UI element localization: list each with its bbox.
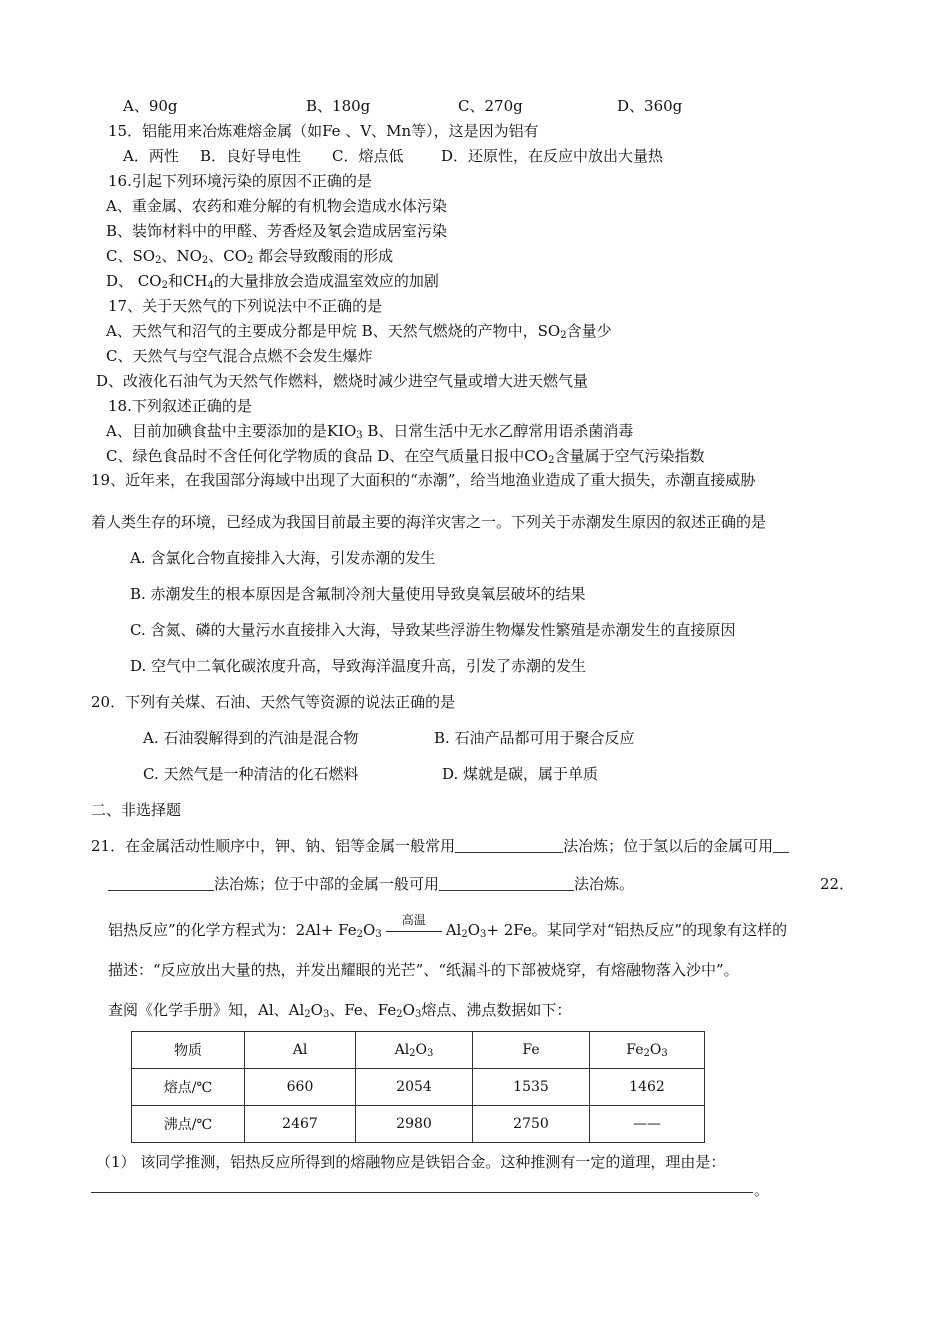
q20-option-b: B. 石油产品都可用于聚合反应 (434, 729, 635, 747)
q19-option-b: B. 赤潮发生的根本原因是含氟制冷剂大量使用导致臭氧层破坏的结果 (130, 585, 586, 603)
section-heading: 二、非选择题 (91, 801, 182, 819)
table-row (132, 1106, 705, 1143)
reaction-arrow (382, 913, 446, 939)
table-cell: —— (590, 1106, 705, 1143)
q21-blank-2-start[interactable] (773, 838, 789, 853)
table-header-cell: 物质 (132, 1032, 245, 1069)
q16-option-a: A、重金属、农药和难分解的有机物会造成水体污染 (106, 197, 447, 215)
q20-stem: 20．下列有关煤、石油、天然气等资源的说法正确的是 (91, 693, 456, 711)
q17-stem: 17、关于天然气的下列说法中不正确的是 (108, 297, 383, 315)
q20-option-a: A. 石油裂解得到的汽油是混合物 (143, 729, 359, 747)
table-cell: 2750 (473, 1106, 590, 1143)
q22-equation-line: 铝热反应”的化学方程式为：$2Al+ Fe_2O_3$ 高温 $Al_2O_3+ 2Fe$。某同学对“铝热反应”的现象有这样的 (108, 913, 788, 940)
q21-blank-3[interactable] (439, 876, 574, 891)
reaction-condition: 高温 (401, 913, 426, 927)
q19-option-a: A. 含氯化合物直接排入大海，引发赤潮的发生 (130, 549, 436, 567)
q16-option-b: B、装饰材料中的甲醛、芳香烃及氡会造成居室污染 (106, 222, 448, 240)
q21-line2: 法冶炼；位于中部的金属一般可用 法冶炼。 (108, 874, 634, 894)
q18-options-cd: C、绿色食品时不含任何化学物质的食品 D、在空气质量日报中$CO_2$含量属于空气污染指数 (106, 447, 705, 466)
q17-option-c: C、天然气与空气混合点燃不会发生爆炸 (106, 347, 373, 365)
q16-option-c: C、$SO_2$、$NO_2$、$CO_2$ 都会导致酸雨的形成 (106, 247, 394, 266)
q21-blank-2-end[interactable] (108, 876, 214, 891)
melting-boiling-table (131, 1031, 705, 1143)
q19-option-d: D. 空气中二氧化碳浓度升高，导致海洋温度升高，引发了赤潮的发生 (130, 657, 587, 675)
q22-number: 22． (820, 875, 855, 893)
q22-sub1-stem: （1） 该同学推测，铝热反应所得到的熔融物应是铁铝合金。这种推测有一定的道理，理由是： (96, 1153, 726, 1171)
q17-option-d: D、改液化石油气为天然气作燃料，燃烧时减少进空气量或增大进天燃气量 (96, 372, 589, 390)
q19-option-c: C. 含氮、磷的大量污水直接排入大海，导致某些浮游生物爆发性繁殖是赤潮发生的直接原因 (130, 621, 736, 639)
q22-description-line: 描述：“反应放出大量的热，并发出耀眼的光芒”、“纸漏斗的下部被烧穿，有熔融物落入沙中”。 (108, 961, 739, 979)
q14-option-a: A、90g (123, 97, 178, 115)
q17-options-ab: A、天然气和沼气的主要成分都是甲烷 B、天然气燃烧的产物中，$SO_2$含量少 (106, 322, 612, 341)
q16-stem: 16.引起下列环境污染的原因不正确的是 (108, 172, 372, 190)
table-header-cell: Al (245, 1032, 356, 1069)
q15-stem: 15．铝能用来冶炼难熔金属（如Fe 、V、Mn等），这是因为铝有 (108, 122, 539, 140)
table-header-cell: $Al_2O_3$ (356, 1032, 473, 1069)
table-header-cell: $Fe_2O_3$ (590, 1032, 705, 1069)
q18-options-ab: A、目前加碘食盐中主要添加的是$KIO_3$ B、日常生活中无水乙醇常用语杀菌消毒 (106, 422, 634, 441)
table-cell: 2980 (356, 1106, 473, 1143)
table-cell: 1535 (473, 1069, 590, 1106)
q19-stem-line1: 19、近年来，在我国部分海域中出现了大面积的“赤潮”，给当地渔业造成了重大损失，赤潮直接威胁 (91, 471, 756, 489)
table-row (132, 1069, 705, 1106)
q15-option-d: D．还原性，在反应中放出大量热 (441, 147, 664, 165)
table-header-cell: Fe (473, 1032, 590, 1069)
q20-option-d: D. 煤就是碳，属于单质 (442, 765, 599, 783)
table-cell: 660 (245, 1069, 356, 1106)
answer-blank-line[interactable] (91, 1192, 753, 1193)
q18-stem: 18.下列叙述正确的是 (108, 397, 252, 415)
table-cell: 2054 (356, 1069, 473, 1106)
table-cell: 沸点/℃ (132, 1106, 245, 1143)
q14-option-b: B、180g (306, 97, 371, 115)
table-cell: 熔点/℃ (132, 1069, 245, 1106)
q15-option-b: B．良好导电性 (200, 147, 302, 165)
table-cell: 1462 (590, 1069, 705, 1106)
answer-end-mark: 。 (754, 1181, 770, 1199)
q21-blank-1[interactable] (455, 838, 563, 853)
table-header-row (132, 1032, 705, 1069)
q15-option-a: A．两性 (123, 147, 179, 165)
table-cell: 2467 (245, 1106, 356, 1143)
q14-option-c: C、270g (458, 97, 523, 115)
q22-lookup-line: 查阅《化学手册》知，Al、$Al_2O_3$、Fe、$Fe_2O_3$熔点、沸点数据如下： (108, 1001, 572, 1020)
q15-option-c: C．熔点低 (332, 147, 404, 165)
q21-line1: 21．在金属活动性顺序中，钾、钠、铝等金属一般常用 法冶炼；位于氢以后的金属可用 (91, 836, 789, 856)
q14-option-d: D、360g (617, 97, 683, 115)
q16-option-d: D、 $CO_2$和$CH_4$的大量排放会造成温室效应的加剧 (106, 272, 439, 291)
q19-stem-line2: 着人类生存的环境，已经成为我国目前最主要的海洋灾害之一。下列关于赤潮发生原因的叙述正确的是 (91, 513, 767, 531)
q20-option-c: C. 天然气是一种清洁的化石燃料 (143, 765, 359, 783)
